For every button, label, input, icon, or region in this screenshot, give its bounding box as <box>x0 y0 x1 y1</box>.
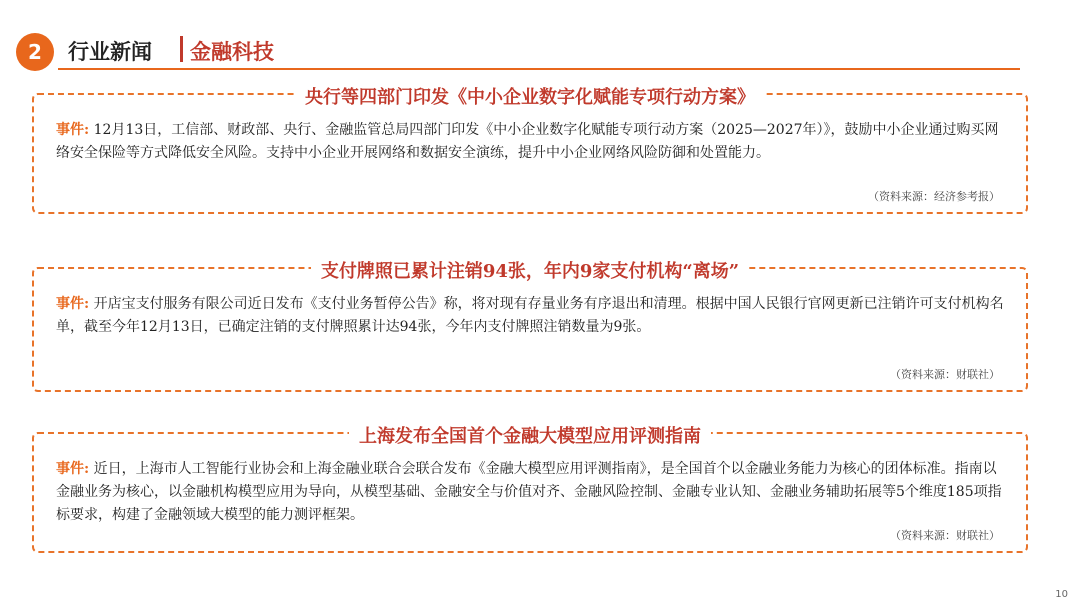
news-source: （资料来源：财联社） <box>890 368 1000 381</box>
news-card-3 <box>32 426 1028 553</box>
news-body <box>56 119 1006 165</box>
header-underline <box>58 68 1020 70</box>
news-body <box>56 458 1006 527</box>
event-text: 开店宝支付服务有限公司近日发布《支付业务暂停公告》称，将对现有存量业务有序退出和清理。根据中国人民银行官网更新已注销许可支付机构名单，截至今年12月13日，已确定注销的支付牌照累计达94张，今年内支付牌照注销数量为9张。 <box>56 296 1004 335</box>
news-source: （资料来源：经济参考报） <box>868 190 1000 203</box>
section-number-badge: 2 <box>16 33 54 71</box>
page-header <box>0 0 1080 72</box>
event-text: 12月13日，工信部、财政部、央行、金融监管总局四部门印发《中小企业数字化赋能专项行动方案（2025—2027年）》，鼓励中小企业通过购买网络安全保险等方式降低安全风险。支持中小企业开展网络和数据安全演练，提升中小企业网络风险防御和处置能力。 <box>56 122 999 161</box>
title-divider <box>180 36 183 62</box>
event-label: 事件: <box>56 296 90 312</box>
page-title: 行业新闻 <box>68 40 152 64</box>
news-card-1 <box>32 87 1028 214</box>
news-title: 上海发布全国首个金融大模型应用评测指南 <box>349 426 711 447</box>
event-label: 事件: <box>56 122 90 138</box>
news-source: （资料来源：财联社） <box>890 529 1000 542</box>
news-card-2 <box>32 261 1028 392</box>
news-title: 支付牌照已累计注销94张，年内9家支付机构“离场” <box>311 261 749 282</box>
news-title: 央行等四部门印发《中小企业数字化赋能专项行动方案》 <box>295 87 765 108</box>
news-body <box>56 293 1006 339</box>
event-text: 近日，上海市人工智能行业协会和上海金融业联合会联合发布《金融大模型应用评测指南》，是全国首个以金融业务能力为核心的团体标准。指南以金融业务为核心，以金融机构模型应用为导向，从模型基础、金融安全与价值对齐、金融风险控制、金融专业认知、金融业务辅助拓展等5个维度185项指标要求，构建了金融领域大模型的能力测评框架。 <box>56 461 1002 523</box>
page-subtitle: 金融科技 <box>190 40 274 64</box>
page-number: 10 <box>1055 589 1068 600</box>
event-label: 事件: <box>56 461 90 477</box>
